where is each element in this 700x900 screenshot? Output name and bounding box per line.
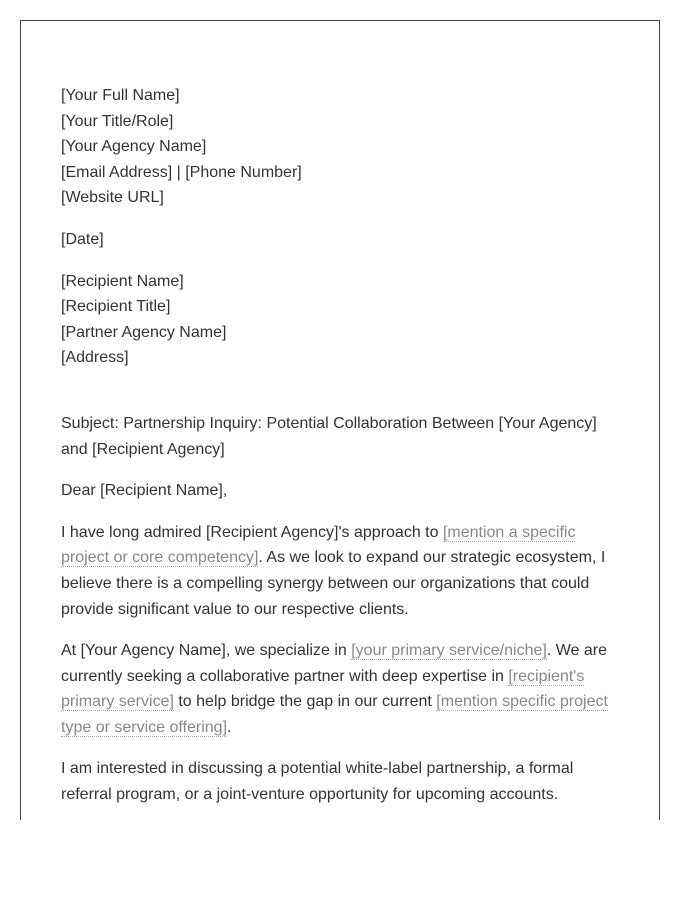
sender-block: [61, 83, 621, 211]
paragraph-services: [61, 638, 621, 740]
recipient-title: [Recipient Title]: [61, 298, 171, 316]
paragraph-text: . As we look to expand our strategic ecosystem, I believe there is a compelling synergy between our organizations that could provide significant value to our respective clients.: [61, 549, 606, 618]
paragraph-text: . We are currently seeking a collaborative partner with deep expertise in: [61, 642, 608, 685]
sender-name: [Your Full Name]: [61, 87, 180, 104]
paragraph-text: to help bridge the gap in our current: [173, 693, 437, 711]
date-block: [61, 227, 621, 253]
paragraph-text: I have long admired [Recipient Agency]'s approach to: [61, 523, 443, 541]
letter-body: [61, 83, 621, 820]
recipient-address: [Address]: [61, 349, 129, 367]
letter-page: [20, 20, 660, 820]
recipient-agency: [Partner Agency Name]: [61, 323, 227, 341]
recipient-block: [61, 269, 621, 371]
recipient-name: [Recipient Name]: [61, 272, 184, 290]
placeholder-field: [mention specific project type or service offering]: [61, 693, 608, 736]
letter-date: [Date]: [61, 230, 104, 248]
subject-line: Subject: Partnership Inquiry: Potential Collaboration Between [Your Agency] and [Recipient Agency]: [61, 414, 597, 458]
paragraph-text: .: [227, 718, 232, 736]
paragraph-text: At [Your Agency Name], we specialize in: [61, 642, 352, 660]
sender-website: [Website URL]: [61, 189, 164, 207]
paragraph-intro: [61, 520, 621, 622]
sender-agency: [Your Agency Name]: [61, 138, 207, 156]
sender-title: [Your Title/Role]: [61, 112, 174, 130]
salutation: Dear [Recipient Name],: [61, 482, 228, 500]
paragraph-proposal: I am interested in discussing a potential white-label partnership, a formal referral program, or a joint-venture opportunity for upcoming accounts.: [61, 760, 574, 804]
placeholder-field: [your primary service/niche]: [351, 642, 547, 660]
sender-contact: [Email Address] | [Phone Number]: [61, 163, 302, 181]
placeholder-field: [mention a specific project or core competency]: [61, 523, 576, 567]
placeholder-field: [recipient's primary service]: [61, 667, 585, 711]
